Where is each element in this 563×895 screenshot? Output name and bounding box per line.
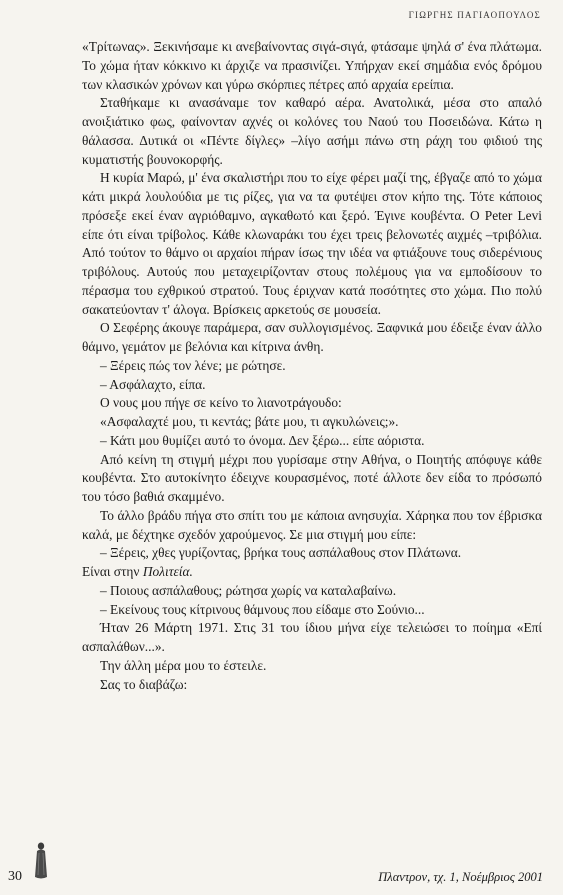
paragraph-4: Ο Σεφέρης άκουγε παράμερα, σαν συλλογισμένος. Ξαφνικά μου έδειξε έναν άλλο θάμνο, γεμάτον με βελόνια και κίτρινα άνθη.	[82, 320, 542, 354]
running-head: ΓΙΩΡΓΗΣ ΠΑΓΙΑΟΠΟΥΛΟΣ	[408, 10, 541, 20]
paragraph-6: Από κείνη τη στιγμή μέχρι που γυρίσαμε στην Αθήνα, ο Ποιητής απόφυγε κάθε κουβέντα. Στο αυτοκίνητο έδειχνε κουρασμένος, ποτέ άλλοτε δεν είδα το πρόσωπό του τόσο βαθιά σκαμμένο.	[82, 451, 542, 504]
dialogue-line-4-cont	[82, 563, 542, 582]
paragraph-10: Σας το διαβάζω:	[100, 676, 188, 692]
dialogue-line-3: – Κάτι μου θυμίζει αυτό το όνομα. Δεν ξέρω... είπε αόριστα.	[100, 432, 425, 448]
paragraph-8: Ήταν 26 Μάρτη 1971. Στις 31 του ίδιου μήνα είχε τελειώσει το ποίημα «Επί ασπαλάθων...».	[82, 620, 542, 654]
dialogue-line-5: – Ποιους ασπάλαθους; ρώτησα χωρίς να καταλαβαίνω.	[100, 582, 397, 598]
page-number: 30	[8, 869, 22, 884]
statue-figure-icon	[30, 841, 52, 881]
paragraph-3: Η κυρία Μαρώ, μ' ένα σκαλιστήρι που το είχε φέρει μαζί της, έβγαζε από το χώμα κάτι μικρά λουλούδια με τις ρίζες, για να τα φυτέψει στον κήπο της. Τότε κάποιος πρόσεξε εκεί έναν αγριόθαμνο, αγκαθωτό και ξερό. Έγινε κουβέντα. Ο Peter Levi είπε ότι είναι τρίβολος. Κάθε κλωναράκι του έχει τρεις βελονωτές αιχμές –τριβόλια. Από τούτον το θάμνο οι αρχαίοι πήραν ίσως την ιδέα να φτιάξουνε τους σιδερένιους τριβόλους. Αυτούς που μεταχειρίζονταν στους πολέμους για να εμποδίσουν το πέρασμα του εχθρικού στρατού. Τους έριχναν κατά ποσότητες στο χώμα. Πιο πολύ σακατεύονταν τ' άλογα. Βρίσκεις αρκετούς σε μουσεία.	[82, 170, 542, 317]
dialogue-line-6: – Εκείνους τους κίτρινους θάμνους που είδαμε στο Σούνιο...	[100, 601, 425, 617]
paragraph-9: Την άλλη μέρα μου το έστειλε.	[100, 657, 267, 673]
republic-title: Πολιτεία.	[142, 564, 193, 579]
paragraph-2: Σταθήκαμε κι ανασάναμε τον καθαρό αέρα. Ανατολικά, μέσα στο απαλό ανοιξιάτικο φως, φαίνονταν αχνές οι κολόνες του Ναού του Ποσειδώνα. Κάτω η θάλασσα. Δυτικά οι «Πέντε δίγλες» –λίγο ασήμι πάνω στη ράχη του φιδιού της κυματιστής βουνοκορφής.	[82, 95, 542, 167]
folk-song-quote: «Ασφαλαχτέ μου, τι κεντάς; βάτε μου, τι αγκυλώνεις;».	[100, 414, 399, 429]
republic-prefix: Είναι στην	[82, 564, 143, 579]
body-text	[82, 38, 542, 694]
paragraph-7: Το άλλο βράδυ πήγα στο σπίτι του με κάποια ανησυχία. Χάρηκα που τον έβρισκα καλά, με δέχτηκε σχεδόν χαρούμενος. Σε μια στιγμή μου είπε:	[82, 507, 542, 542]
dialogue-line-4: – Ξέρεις, χθες γυρίζοντας, βρήκα τους ασπάλαθους στον Πλάτωνα.	[100, 545, 462, 561]
dialogue-line-2: – Ασφάλαχτο, είπα.	[100, 376, 206, 392]
dialogue-line-1: – Ξέρεις πώς τον λένε; με ρώτησε.	[100, 357, 286, 373]
paragraph-5: Ο νους μου πήγε σε κείνο το λιανοτράγουδο:	[100, 395, 342, 411]
paragraph-1: «Τρίτωνας». Ξεκινήσαμε κι ανεβαίνοντας σιγά-σιγά, φτάσαμε ψηλά σ' ένα πλάτωμα. Το χώμα ήταν κόκκινο κι άρχιζε να πρασινίζει. Υπήρχαν εκεί σημάδια ενός δρόμου των κλασικών χρόνων και γύρω σκόρπιες πέτρες από αρχαία ερείπια.	[82, 39, 542, 92]
journal-footer: Πλαντρον, τχ. 1, Νοέμβριος 2001	[378, 870, 543, 884]
